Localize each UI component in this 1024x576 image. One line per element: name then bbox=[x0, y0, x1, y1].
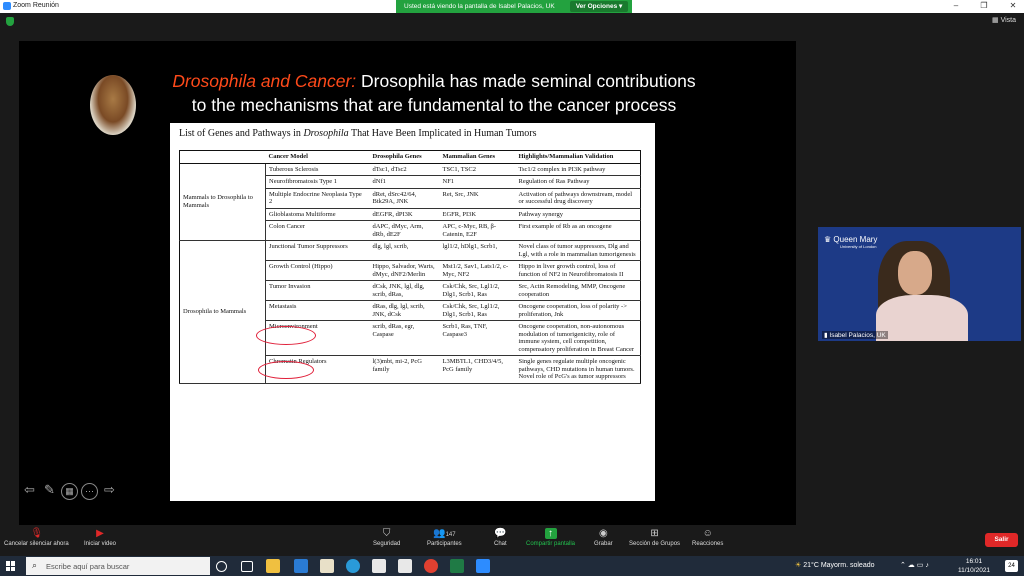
gene-table bbox=[179, 150, 641, 384]
meeting-top-bar bbox=[0, 13, 1024, 31]
windows-taskbar bbox=[0, 556, 1024, 576]
table-cell: NF1 bbox=[440, 176, 516, 189]
meeting-controls bbox=[0, 526, 1024, 556]
sun-icon: ☀ bbox=[795, 562, 802, 569]
share-label: Compartir pantalla bbox=[526, 541, 576, 547]
search-icon: ⌕ bbox=[32, 560, 38, 570]
table-header-row bbox=[180, 151, 641, 164]
table-cell: Colon Cancer bbox=[266, 221, 370, 241]
table-cell: First example of Rb as an oncogene bbox=[516, 221, 641, 241]
table-cell: Csk/Chk, Src, Lgl1/2, Dlg1, Scrb1, Ras bbox=[440, 301, 516, 321]
table-cell: lgl1/2, hDlg1, Scrb1, bbox=[440, 241, 516, 261]
close-icon[interactable]: ✕ bbox=[1009, 1, 1017, 10]
table-cell: Growth Control (Hippo) bbox=[266, 261, 370, 281]
table-cell: Hippo, Salvador, Warts, dMyc, dNF2/Merlin bbox=[370, 261, 440, 281]
gene-table-figure bbox=[170, 123, 655, 501]
security-button[interactable] bbox=[373, 528, 400, 547]
slide-title-rest: Drosophila has made seminal contributions bbox=[361, 71, 696, 91]
table-cell: dAPC, dMyc, Arm, dRb, dE2F bbox=[370, 221, 440, 241]
view-button[interactable]: ▦ Vista bbox=[992, 17, 1016, 24]
table-cell: APC, c-Myc, RB, β-Catenin, E2F bbox=[440, 221, 516, 241]
table-cell: Pathway synergy bbox=[516, 208, 641, 221]
table-cell: dCsk, JNK, lgl, dlg, scrib, dRas, bbox=[370, 281, 440, 301]
zoom-icon bbox=[3, 2, 11, 10]
notepad-icon[interactable] bbox=[320, 559, 334, 573]
table-cell: Novel class of tumor suppressors, Dlg and Lgl, with a role in mammalian tumorigenesis bbox=[516, 241, 641, 261]
share-screen-button[interactable] bbox=[526, 528, 575, 547]
table-cell: dEGFR, dPI3K bbox=[370, 208, 440, 221]
table-cell: Metastasis bbox=[266, 301, 370, 321]
table-cell: Src, Actin Remodeling, MMP, Oncogene cooperation bbox=[516, 281, 641, 301]
participant-video[interactable] bbox=[818, 227, 1021, 341]
logo-sub-text: University of London bbox=[840, 244, 877, 249]
edge-icon[interactable] bbox=[346, 559, 360, 573]
table-cell: Glioblastoma Multiforme bbox=[266, 208, 370, 221]
leave-button[interactable]: Salir bbox=[985, 533, 1018, 547]
rooms-label: Sección de Grupos bbox=[629, 541, 681, 547]
crown-icon: ♛ bbox=[824, 235, 832, 244]
table-cell: Tuberous Sclerosis bbox=[266, 163, 370, 176]
slide-title-line2: to the mechanisms that are fundamental to the cancer process bbox=[191, 95, 677, 115]
table-cell: scrib, dRas, egr, Caspase bbox=[370, 321, 440, 356]
header-blank bbox=[180, 151, 266, 164]
share-screen-icon: ↑ bbox=[545, 528, 557, 539]
taskbar-search[interactable] bbox=[26, 557, 210, 575]
document-icon[interactable] bbox=[372, 559, 386, 573]
table-cell: Junctional Tumor Suppressors bbox=[266, 241, 370, 261]
record-label: Grabar bbox=[594, 541, 613, 547]
table-cell: Ret, Src, JNK bbox=[440, 188, 516, 208]
table-cell: Single genes regulate multiple oncogenic pathways, CHD mutations in human tumors. Novel role of PcG's as tumor suppressors bbox=[516, 356, 641, 384]
table-cell: Tsc1/2 complex in PI3K pathway bbox=[516, 163, 641, 176]
participant-face bbox=[898, 251, 932, 295]
file-explorer-icon[interactable] bbox=[266, 559, 280, 573]
table-cell: Microenvironment bbox=[266, 321, 370, 356]
mail-icon[interactable] bbox=[294, 559, 308, 573]
slide-navigation bbox=[21, 483, 118, 500]
start-video-button[interactable] bbox=[84, 528, 116, 547]
table-cell: Chromatin Regulators bbox=[266, 356, 370, 384]
view-options-button[interactable]: Ver Opciones ▾ bbox=[570, 1, 628, 12]
table-cell: Regulation of Ras Pathway bbox=[516, 176, 641, 189]
screen-share-banner bbox=[396, 0, 632, 13]
table-cell: Oncogene cooperation, loss of polarity -> proliferation, Jnk bbox=[516, 301, 641, 321]
table-cell: L3MBTL1, CHD3/4/5, PcG family bbox=[440, 356, 516, 384]
view-label: Vista bbox=[1000, 17, 1016, 24]
table-cell: l(3)mbt, mi-2, PcG family bbox=[370, 356, 440, 384]
weather-text: 21°C Mayorm. soleado bbox=[803, 562, 875, 569]
table-caption bbox=[179, 128, 536, 139]
table-group-label: Mammals to Drosophila to Mammals bbox=[180, 163, 266, 241]
video-label: Iniciar video bbox=[84, 541, 117, 547]
queen-mary-logo bbox=[824, 235, 877, 249]
taskbar-clock[interactable] bbox=[958, 557, 990, 575]
table-cell: dlg, lgl, scrib, bbox=[370, 241, 440, 261]
pen-icon[interactable]: ✎ bbox=[44, 482, 55, 497]
clock-date: 11/10/2021 bbox=[958, 567, 991, 574]
video-off-icon: ▶ bbox=[96, 528, 104, 539]
excel-icon[interactable] bbox=[450, 559, 464, 573]
table-cell: Scrb1, Ras, TNF, Caspase3 bbox=[440, 321, 516, 356]
table-cell: Activation of pathways downstream, model or successful drug discovery bbox=[516, 188, 641, 208]
shield-icon: ⛉ bbox=[382, 528, 391, 539]
table-cell: Multiple Endocrine Neoplasia Type 2 bbox=[266, 188, 370, 208]
record-button[interactable] bbox=[594, 528, 613, 547]
share-banner-message: Usted está viendo la pantalla de Isabel Palacios, UK bbox=[404, 3, 555, 10]
table-cell: dRet, dSrc42/64, Btk29A, JNK bbox=[370, 188, 440, 208]
chat-label: Chat bbox=[494, 541, 507, 547]
zoom-taskbar-icon[interactable] bbox=[476, 559, 490, 573]
participants-label: Participantes bbox=[427, 541, 462, 547]
header-cell: Mammalian Genes bbox=[440, 151, 516, 164]
header-cell: Drosophila Genes bbox=[370, 151, 440, 164]
metastasis-circle bbox=[258, 361, 314, 379]
table-cell: dRas, dlg, lgl, scrib, JNK, dCsk bbox=[370, 301, 440, 321]
slide-title bbox=[119, 69, 749, 117]
tumor-invasion-circle bbox=[256, 326, 316, 345]
microphone-muted-icon: 🎙 bbox=[30, 528, 44, 539]
table-cell: Neurofibromatosis Type 1 bbox=[266, 176, 370, 189]
table-cell: dTsc1, dTsc2 bbox=[370, 163, 440, 176]
tray-icons[interactable]: ⌃ ☁ ▭ ♪ bbox=[900, 562, 929, 569]
caption-suffix: That Have Been Implicated in Human Tumors bbox=[348, 128, 537, 139]
table-cell: TSC1, TSC2 bbox=[440, 163, 516, 176]
encryption-shield-icon[interactable] bbox=[6, 17, 14, 26]
title-bar bbox=[0, 0, 1024, 13]
next-slide-icon[interactable]: ⇨ bbox=[104, 482, 115, 497]
participant-name bbox=[822, 331, 888, 339]
table-cell: Tumor Invasion bbox=[266, 281, 370, 301]
search-placeholder: Escribe aquí para buscar bbox=[46, 562, 130, 571]
clock-time: 16:01 bbox=[965, 558, 983, 565]
table-cell: Mst1/2, Sav1, Lats1/2, c-Myc, NF2 bbox=[440, 261, 516, 281]
participants-button[interactable] bbox=[427, 528, 462, 547]
caption-italic: Drosophila bbox=[303, 128, 349, 139]
previous-slide-icon[interactable]: ⇦ bbox=[24, 482, 35, 497]
table-group-label: Drosophila to Mammals bbox=[180, 241, 266, 384]
breakout-rooms-icon: ⊞ bbox=[650, 528, 659, 539]
slides-grid-icon[interactable]: ▦ bbox=[61, 483, 78, 500]
signal-icon: ▮ bbox=[824, 332, 828, 339]
minimize-icon[interactable]: – bbox=[953, 1, 959, 10]
table-cell: Csk/Chk, Src, Lgl1/2, Dlg1, Scrb1, Ras bbox=[440, 281, 516, 301]
chat-button[interactable] bbox=[494, 528, 507, 547]
security-label: Seguridad bbox=[373, 541, 401, 547]
notifications-badge[interactable]: 24 bbox=[1005, 560, 1018, 572]
table-cell: dNf1 bbox=[370, 176, 440, 189]
mute-button[interactable] bbox=[4, 528, 69, 547]
reactions-label: Reacciones bbox=[692, 541, 724, 547]
participants-icon: 👥147 bbox=[433, 528, 456, 539]
windows-start-icon[interactable] bbox=[6, 561, 16, 571]
record-icon: ◉ bbox=[598, 528, 608, 539]
smiley-icon: ☺ bbox=[702, 528, 713, 539]
header-cell: Highlights/Mammalian Validation bbox=[516, 151, 641, 164]
chrome-icon[interactable] bbox=[424, 559, 438, 573]
restore-icon[interactable]: ❐ bbox=[980, 1, 988, 10]
breakout-rooms-button[interactable] bbox=[629, 528, 680, 547]
task-view-icon[interactable] bbox=[241, 561, 253, 572]
header-cell: Cancer Model bbox=[266, 151, 370, 164]
participant-name-text: Isabel Palacios, UK bbox=[829, 332, 886, 339]
table-cell: Oncogene cooperation, non-autonomous modulation of tumorigenicity, role of immune system, cell competition, compensatory proliferation in Breast Cancer bbox=[516, 321, 641, 356]
chat-icon: 💬 bbox=[494, 528, 507, 539]
weather-widget[interactable] bbox=[795, 561, 875, 569]
document-icon[interactable] bbox=[398, 559, 412, 573]
shared-screen bbox=[19, 41, 796, 525]
cortana-icon[interactable] bbox=[216, 561, 227, 572]
slide-title-highlight: Drosophila and Cancer: bbox=[172, 71, 357, 91]
participants-count: 147 bbox=[445, 532, 456, 538]
table-row bbox=[180, 241, 641, 261]
logo-main-text: Queen Mary bbox=[833, 235, 878, 244]
table-cell: Hippo in liver growth control, loss of function of NF2 in Neurofibromatosis II bbox=[516, 261, 641, 281]
more-options-icon[interactable]: ⋯ bbox=[81, 483, 98, 500]
mute-label: Cancelar silenciar ahora bbox=[4, 541, 69, 547]
window-title: Zoom Reunión bbox=[13, 2, 59, 9]
participant-body bbox=[876, 295, 968, 341]
reactions-button[interactable] bbox=[692, 528, 723, 547]
caption-prefix: List of Genes and Pathways in bbox=[179, 128, 304, 139]
table-cell: EGFR, PI3K bbox=[440, 208, 516, 221]
table-row bbox=[180, 163, 641, 176]
